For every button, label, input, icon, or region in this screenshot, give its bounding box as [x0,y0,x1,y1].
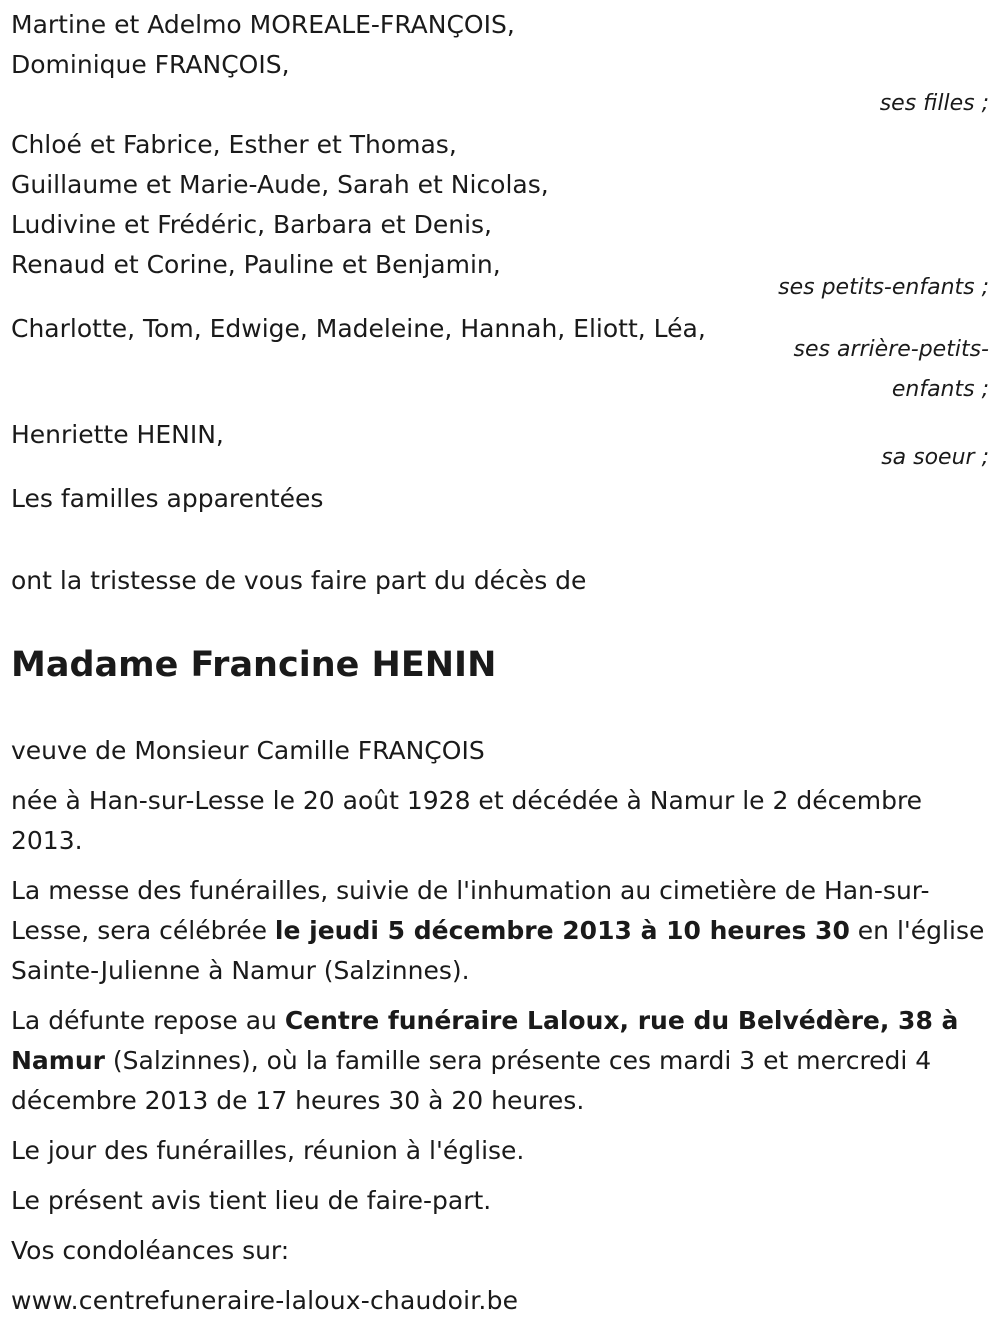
daughters-role: ses filles ; [879,91,989,116]
grandchildren-line: Ludivine et Frédéric, Barbara et Denis, [11,210,492,239]
relatives-line: Les familles apparentées [11,484,324,513]
rest-place [11,1001,991,1121]
grandchildren-block [11,125,991,307]
deceased-name: Madame Francine HENIN [11,645,497,685]
rest-place-location: Centre funéraire Laloux, rue du Belvédère, 38 à Namur [11,1006,959,1075]
great-grandchildren-block [11,309,991,409]
grandchildren-line: Renaud et Corine, Pauline et Benjamin, [11,250,501,279]
obituary-notice [11,5,991,1321]
daughter-line: Dominique FRANÇOIS, [11,50,290,79]
rest-place-text: La défunte repose au [11,1006,285,1035]
funeral-mass-text: La messe des funérailles, suivie de l'inhumation au cimetière de Han-sur-Lesse, sera célébrée [11,876,930,945]
grandchildren-line: Guillaume et Marie-Aude, Sarah et Nicolas, [11,170,549,199]
funeral-mass-place: en l'église Sainte-Julienne à Namur (Salzinnes). [11,916,985,985]
funeral-mass [11,871,991,991]
grandchildren-role: ses petits-enfants ; [778,275,989,300]
daughters-block [11,5,991,123]
rest-place-visits: (Salzinnes), où la famille sera présente ces mardi 3 et mercredi 4 décembre 2013 de 17 heures 30 à 20 heures. [11,1046,932,1115]
daughter-line: Martine et Adelmo MOREALE-FRANÇOIS, [11,10,515,39]
great-grandchildren-role: ses arrière-petits- [793,337,989,362]
sister-block [11,415,991,477]
sister-line: Henriette HENIN, [11,420,224,449]
sister-role: sa soeur ; [881,445,989,470]
funeral-mass-date: le jeudi 5 décembre 2013 à 10 heures 30 [274,916,850,945]
meeting-note: Le jour des funérailles, réunion à l'église. [11,1136,525,1165]
great-grandchildren-line: Charlotte, Tom, Edwige, Madeleine, Hannah, Eliott, Léa, [11,314,706,343]
great-grandchildren-role-cont: enfants ; [891,377,989,402]
widow-of: veuve de Monsieur Camille FRANÇOIS [11,736,485,765]
announcement: ont la tristesse de vous faire part du décès de [11,566,587,595]
condolences-label: Vos condoléances sur: [11,1236,290,1265]
condolences-website[interactable]: www.centrefuneraire-laloux-chaudoir.be [11,1286,519,1315]
birth-death: née à Han-sur-Lesse le 20 août 1928 et décédée à Namur le 2 décembre 2013. [11,786,923,855]
notice-note: Le présent avis tient lieu de faire-part. [11,1186,492,1215]
grandchildren-line: Chloé et Fabrice, Esther et Thomas, [11,130,457,159]
